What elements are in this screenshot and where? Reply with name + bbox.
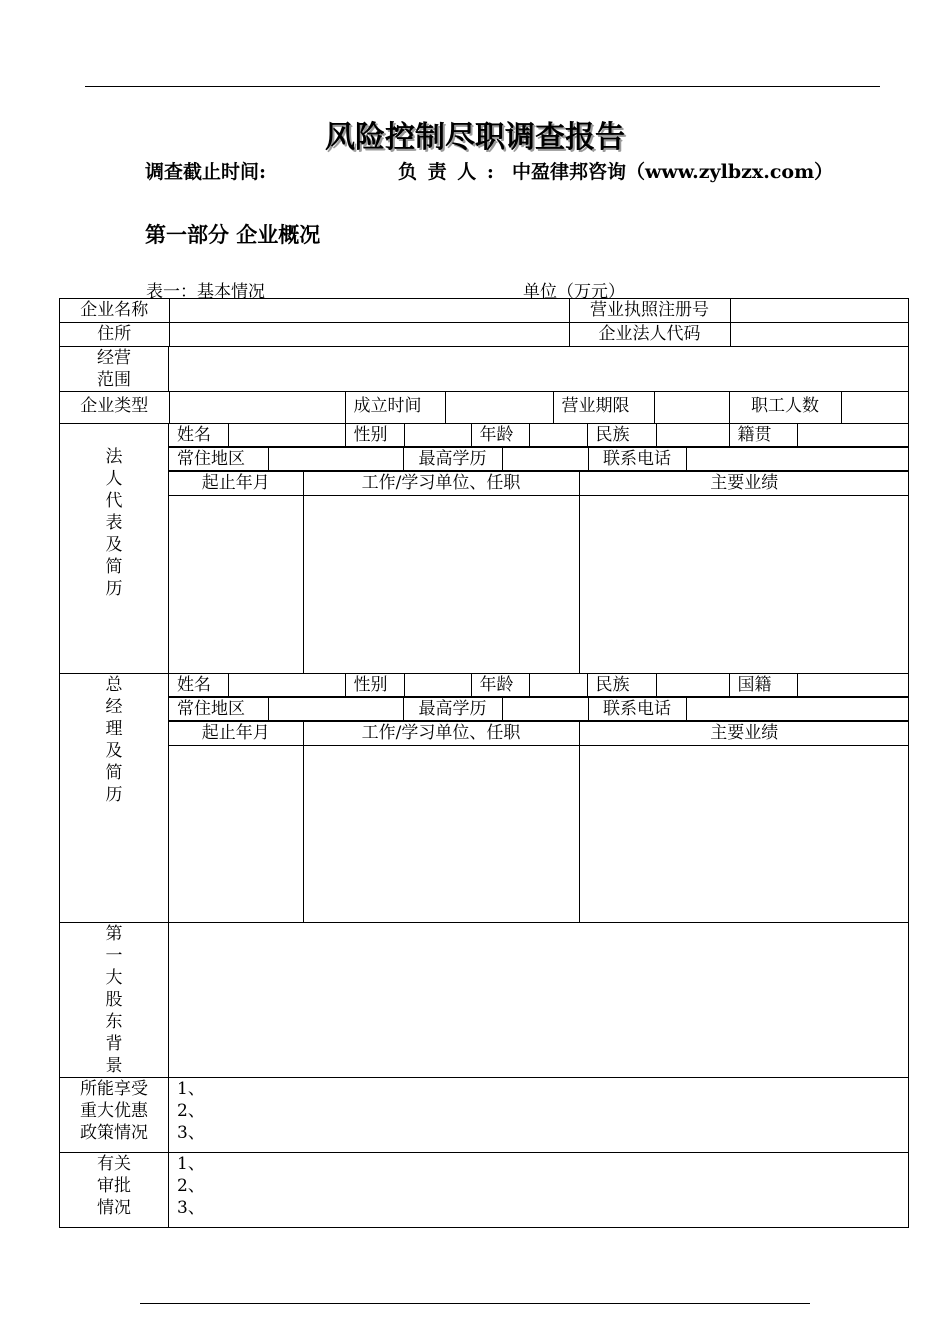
legal-rep-name-label: 姓名 bbox=[169, 424, 228, 447]
legal-rep-period-header: 起止年月 bbox=[169, 472, 303, 496]
company-type-label: 企业类型 bbox=[60, 392, 169, 423]
legal-code-label: 企业法人代码 bbox=[569, 323, 730, 346]
address-value[interactable] bbox=[169, 323, 569, 346]
gm-ethnicity-label: 民族 bbox=[587, 674, 656, 697]
legal-rep-achievements-header: 主要业绩 bbox=[579, 472, 909, 496]
table-caption: 表一：基本情况 bbox=[146, 282, 265, 302]
approvals-label-line: 有关 bbox=[97, 1154, 131, 1174]
legal-rep-education-label: 最高学历 bbox=[403, 448, 502, 471]
business-term-value[interactable] bbox=[654, 392, 729, 423]
gm-nationality-value[interactable] bbox=[797, 674, 909, 697]
business-term-label: 营业期限 bbox=[553, 392, 654, 423]
legal-rep-age-value[interactable] bbox=[529, 424, 587, 447]
gm-period-header: 起止年月 bbox=[169, 721, 303, 745]
policies-label-line: 所能享受 bbox=[80, 1079, 148, 1099]
gm-residence-value[interactable] bbox=[268, 697, 403, 720]
gm-char: 及 bbox=[105, 740, 123, 761]
gm-label bbox=[60, 673, 169, 923]
legal-rep-residence-value[interactable] bbox=[268, 448, 403, 471]
bottom-rule bbox=[140, 1303, 810, 1304]
gm-work-header: 工作/学习单位、任职 bbox=[303, 721, 579, 745]
responsible-value: 中盈律邦咨询（www.zylbzx.com） bbox=[512, 161, 834, 183]
employees-value[interactable] bbox=[841, 392, 909, 423]
legal-rep-work-header: 工作/学习单位、任职 bbox=[303, 472, 579, 496]
gm-age-value[interactable] bbox=[529, 674, 587, 697]
legal-rep-ethnicity-value[interactable] bbox=[656, 424, 729, 447]
legal-rep-age-label: 年龄 bbox=[471, 424, 529, 447]
gm-nationality-label: 国籍 bbox=[729, 674, 797, 697]
employees-label: 职工人数 bbox=[729, 392, 841, 423]
shareholder-char: 大 bbox=[105, 968, 123, 988]
gm-residence-label: 常住地区 bbox=[169, 697, 268, 720]
legal-rep-ethnicity-label: 民族 bbox=[587, 424, 656, 447]
gm-age-label: 年龄 bbox=[471, 674, 529, 697]
gm-education-label: 最高学历 bbox=[403, 697, 502, 720]
survey-date-label: 调查截止时间: bbox=[145, 161, 267, 183]
policy-item: 1、 bbox=[177, 1079, 205, 1099]
gm-achievements-cell[interactable] bbox=[579, 745, 909, 922]
approval-item: 3、 bbox=[177, 1198, 205, 1218]
gm-gender-value[interactable] bbox=[404, 674, 471, 697]
policies-label bbox=[60, 1078, 169, 1153]
legal-rep-residence-label: 常住地区 bbox=[169, 448, 268, 471]
business-scope-line: 经营 bbox=[97, 348, 131, 368]
legal-rep-char: 法 bbox=[105, 447, 123, 467]
basic-info-table bbox=[59, 298, 909, 1228]
legal-rep-origin-label: 籍贯 bbox=[729, 424, 797, 447]
legal-rep-label bbox=[60, 424, 169, 674]
shareholder-char: 第 bbox=[105, 924, 123, 944]
legal-rep-char: 表 bbox=[105, 513, 123, 533]
gm-name-label: 姓名 bbox=[169, 674, 228, 697]
shareholder-char: 背 bbox=[105, 1034, 123, 1054]
legal-rep-work-cell[interactable] bbox=[303, 496, 579, 673]
legal-rep-origin-value[interactable] bbox=[797, 424, 909, 447]
gm-char: 经 bbox=[105, 696, 123, 717]
company-name-label: 企业名称 bbox=[60, 299, 169, 322]
legal-rep-name-value[interactable] bbox=[228, 424, 345, 447]
shareholder-value[interactable] bbox=[169, 923, 909, 1078]
legal-rep-achievements-cell[interactable] bbox=[579, 496, 909, 673]
top-rule bbox=[85, 86, 880, 87]
company-name-value[interactable] bbox=[169, 299, 569, 322]
gm-phone-label: 联系电话 bbox=[588, 697, 686, 720]
gm-char: 历 bbox=[105, 784, 123, 805]
legal-rep-char: 代 bbox=[105, 491, 123, 511]
legal-rep-gender-label: 性别 bbox=[345, 424, 404, 447]
gm-char: 简 bbox=[105, 762, 123, 783]
legal-rep-gender-value[interactable] bbox=[404, 424, 471, 447]
gm-phone-value[interactable] bbox=[686, 697, 909, 720]
established-value[interactable] bbox=[445, 392, 553, 423]
approval-item: 1、 bbox=[177, 1154, 205, 1174]
unit-caption: 单位（万元） bbox=[523, 282, 625, 302]
page-title: 风险控制尽职调查报告 bbox=[325, 120, 625, 155]
gm-char: 理 bbox=[105, 718, 123, 739]
license-no-value[interactable] bbox=[730, 299, 909, 322]
approvals-label-line: 审批 bbox=[97, 1176, 131, 1196]
legal-rep-char: 及 bbox=[105, 535, 123, 555]
business-scope-value[interactable] bbox=[169, 347, 909, 392]
policies-value[interactable] bbox=[169, 1078, 909, 1153]
section-title: 第一部分 企业概况 bbox=[145, 222, 321, 247]
gm-education-value[interactable] bbox=[502, 697, 588, 720]
shareholder-char: 景 bbox=[105, 1056, 123, 1076]
approval-item: 2、 bbox=[177, 1176, 205, 1196]
legal-rep-education-value[interactable] bbox=[502, 448, 588, 471]
legal-rep-char: 人 bbox=[105, 469, 123, 489]
shareholder-char: 一 bbox=[105, 946, 123, 966]
shareholder-char: 股 bbox=[105, 990, 123, 1010]
shareholder-char: 东 bbox=[105, 1012, 123, 1032]
legal-rep-period-cell[interactable] bbox=[169, 496, 303, 673]
license-no-label: 营业执照注册号 bbox=[569, 299, 730, 322]
business-scope-line: 范围 bbox=[97, 370, 131, 390]
company-type-value[interactable] bbox=[169, 392, 345, 423]
policies-label-line: 政策情况 bbox=[80, 1123, 148, 1143]
approvals-label bbox=[60, 1153, 169, 1228]
policies-label-line: 重大优惠 bbox=[80, 1101, 148, 1121]
approvals-label-line: 情况 bbox=[97, 1198, 131, 1218]
gm-gender-label: 性别 bbox=[345, 674, 404, 697]
address-label: 住所 bbox=[60, 323, 169, 346]
gm-char: 总 bbox=[105, 674, 123, 695]
policy-item: 3、 bbox=[177, 1123, 205, 1143]
gm-achievements-header: 主要业绩 bbox=[579, 721, 909, 745]
established-label: 成立时间 bbox=[345, 392, 445, 423]
business-scope-label bbox=[60, 347, 169, 392]
policy-item: 2、 bbox=[177, 1101, 205, 1121]
responsible-label: 负 责 人 : bbox=[398, 161, 496, 183]
legal-rep-phone-value[interactable] bbox=[686, 448, 909, 471]
legal-rep-char: 简 bbox=[105, 557, 123, 577]
shareholder-label bbox=[60, 923, 169, 1078]
approvals-value[interactable] bbox=[169, 1153, 909, 1228]
legal-rep-phone-label: 联系电话 bbox=[588, 448, 686, 471]
gm-ethnicity-value[interactable] bbox=[656, 674, 729, 697]
legal-code-value[interactable] bbox=[730, 323, 909, 346]
gm-work-cell[interactable] bbox=[303, 745, 579, 922]
gm-period-cell[interactable] bbox=[169, 745, 303, 922]
legal-rep-char: 历 bbox=[105, 579, 123, 599]
gm-name-value[interactable] bbox=[228, 674, 345, 697]
